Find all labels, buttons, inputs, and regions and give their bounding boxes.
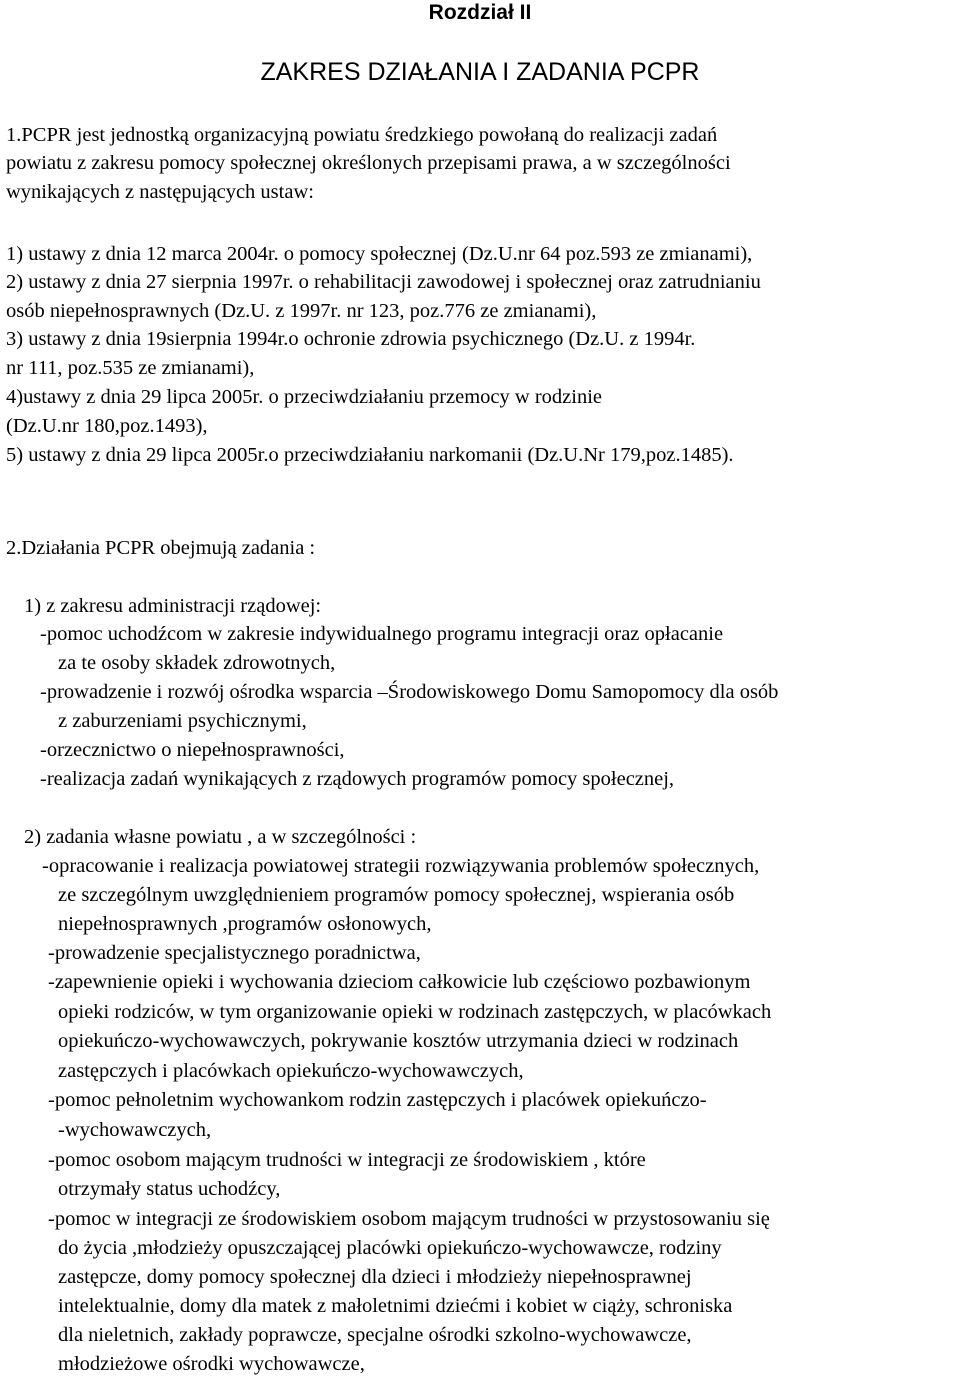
section2-intro: 2.Działania PCPR obejmują zadania :	[6, 537, 316, 559]
group2-item: opieki rodziców, w tym organizowanie opieki w rodzinach zastępczych, w placówkach	[58, 1001, 772, 1023]
law-item: 2) ustawy z dnia 27 sierpnia 1997r. o rehabilitacji zawodowej i społecznej oraz zatrudnianiu	[6, 271, 761, 293]
group1-item: -prowadzenie i rozwój ośrodka wsparcia –Środowiskowego Domu Samopomocy dla osób	[40, 681, 779, 703]
group2-item: otrzymały status uchodźcy,	[58, 1178, 281, 1200]
law-item: (Dz.U.nr 180,poz.1493),	[6, 415, 208, 437]
law-item: osób niepełnosprawnych (Dz.U. z 1997r. nr 123, poz.776 ze zmianami),	[6, 300, 597, 322]
law-item: nr 111, poz.535 ze zmianami),	[6, 357, 255, 379]
section1-intro-line: wynikających z następujących ustaw:	[6, 181, 314, 203]
group2-item: młodzieżowe ośrodki wychowawcze,	[58, 1353, 365, 1375]
group2-item: zastępcze, domy pomocy społecznej dla dzieci i młodzieży niepełnosprawnej	[58, 1266, 692, 1288]
law-item: 5) ustawy z dnia 29 lipca 2005r.o przeciwdziałaniu narkomanii (Dz.U.Nr 179,poz.1485).	[6, 444, 734, 466]
section1-intro-line: 1.PCPR jest jednostką organizacyjną powiatu średzkiego powołaną do realizacji zadań	[6, 124, 718, 146]
law-item: 3) ustawy z dnia 19sierpnia 1994r.o ochronie zdrowia psychicznego (Dz.U. z 1994r.	[6, 328, 696, 350]
group2-item: -prowadzenie specjalistycznego poradnictwa,	[48, 942, 421, 964]
group1-title: 1) z zakresu administracji rządowej:	[24, 595, 322, 617]
group2-item: zastępczych i placówkach opiekuńczo-wychowawczych,	[58, 1060, 524, 1082]
group2-item: -pomoc w integracji ze środowiskiem osobom mającym trudności w przystosowaniu się	[48, 1208, 770, 1230]
group2-item: do życia ,młodzieży opuszczającej placówki opiekuńczo-wychowawcze, rodziny	[58, 1237, 722, 1259]
group1-item: -orzecznictwo o niepełnosprawności,	[40, 739, 345, 761]
law-item: 4)ustawy z dnia 29 lipca 2005r. o przeciwdziałaniu przemocy w rodzinie	[6, 386, 603, 408]
document-title: ZAKRES DZIAŁANIA I ZADANIA PCPR	[260, 58, 700, 86]
group2-item: dla nieletnich, zakłady poprawcze, specjalne ośrodki szkolno-wychowawcze,	[58, 1324, 692, 1346]
group1-item: za te osoby składek zdrowotnych,	[58, 652, 336, 674]
group2-item: niepełnosprawnych ,programów osłonowych,	[58, 913, 432, 935]
chapter-label: Rozdział II	[428, 1, 532, 24]
group1-item: -realizacja zadań wynikających z rządowych programów pomocy społecznej,	[40, 768, 675, 790]
group2-item: -pomoc osobom mającym trudności w integracji ze środowiskiem , które	[48, 1149, 646, 1171]
group1-item: z zaburzeniami psychicznymi,	[58, 710, 307, 732]
group2-item: -zapewnienie opieki i wychowania dzieciom całkowicie lub częściowo pozbawionym	[48, 971, 751, 993]
section1-intro-line: powiatu z zakresu pomocy społecznej określonych przepisami prawa, a w szczególności	[6, 152, 731, 174]
group1-item: -pomoc uchodźcom w zakresie indywidualnego programu integracji oraz opłacanie	[40, 623, 724, 645]
group2-item: -opracowanie i realizacja powiatowej strategii rozwiązywania problemów społecznych,	[42, 855, 760, 877]
group2-item: opiekuńczo-wychowawczych, pokrywanie kosztów utrzymania dzieci w rodzinach	[58, 1030, 739, 1052]
group2-item: -wychowawczych,	[58, 1119, 212, 1141]
group2-item: -pomoc pełnoletnim wychowankom rodzin zastępczych i placówek opiekuńczo-	[48, 1089, 707, 1111]
law-item: 1) ustawy z dnia 12 marca 2004r. o pomocy społecznej (Dz.U.nr 64 poz.593 ze zmianami),	[6, 243, 753, 265]
group2-title: 2) zadania własne powiatu , a w szczególności :	[24, 826, 417, 848]
group2-item: intelektualnie, domy dla matek z małoletnimi dziećmi i kobiet w ciąży, schroniska	[58, 1295, 733, 1317]
group2-item: ze szczególnym uwzględnieniem programów pomocy społecznej, wspierania osób	[58, 884, 735, 906]
